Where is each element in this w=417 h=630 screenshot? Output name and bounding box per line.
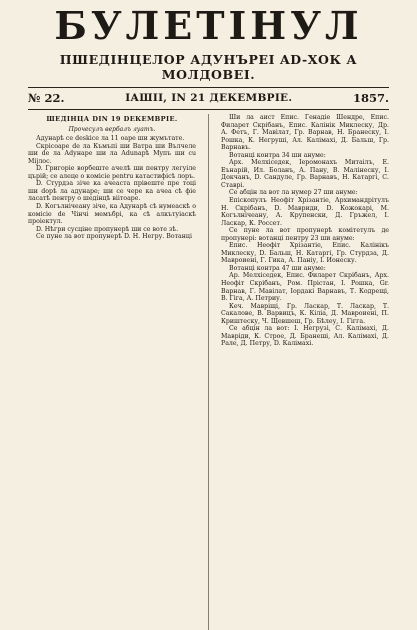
- article-columns: [28, 114, 389, 630]
- paragraph: D. Стурдза зiче ка ачеаста прiвеште пре тоцi ши dорѣ ла адунаре; ши се чере ка ачеа сѣ фiе ласатѣ пентру о шедiнцѣ вiiтоаре.: [28, 180, 197, 203]
- session-subheading: Прочесулъ вербалъ луатъ.: [68, 125, 156, 133]
- paragraph: Епис. Неофiт Хрiзантiе, Епис. Калiнiкъ Миклеску, D. Бальш, Н. Катаргi, Гр. Стурдза, Д. Мавроиенi, Г. Гика, А. Панiу, I. Ионеску.: [220, 242, 389, 265]
- paragraph: Скрiсоаре de ла Къмъпi ши Ватра ши Вълчеле ши de ла Аdунаре ши ла Аdunарѣ Мyпъ ши cu Мijлос.: [28, 142, 197, 165]
- paragraph: Кеч. Маврiщi, Гр. Ласкар, Т. Ласкар, Т. Сакалове, В. Варвицъ, К. Кiлiа, Д. Мавроиенi, П. Криштеску, Ч. Щевшеш, Гр. Бѣлеу, I. Гiгга.: [220, 302, 389, 325]
- paragraph: Епiскопулъ Неофiт Хрiзантiе, Архимандрiтулъ Н. Скрiбанъ, D. Мавриди, D. Кожокарi, М. Когълнiчеану, А. Крупенски, Д. Гръжел, I. Ласкар, К. Россет.: [220, 197, 389, 227]
- paragraph: Адунарѣ се deskiсе ла 11 оаре ши жумътате.: [36, 135, 185, 143]
- paragraph: D. Когълнiчеану зiче, ка Адунарѣ сѣ нумеаскѣ о комiсiе de Чiнчi мемъбрi, ка сѣ алкътуiаскѣ проiектул.: [28, 203, 197, 226]
- paragraph: Се пуне ла вот пропунерѣ D. Н. Негру. Вотанцi: [36, 233, 192, 241]
- paragraph: Се абцiн ла вот: I. Негрузi, С. Калiмахi, Д. Маврiди, К. Строе, Д. Бранешi, Ал. Калiмахi, Д. Рале, Д. Петру, D. Калiмахi.: [220, 325, 389, 348]
- paragraph: Ар. Мелхiседек, Епис. Филарет Скрiбанъ, Арх. Неофiт Скрiбанъ, Ром. Прiстан, I. Рошка, Gr. Варнав, Г. Мавiлат, Iордакi Варнавъ, Т. Кодрещi, В. Гiга, А. Петриу.: [220, 272, 389, 303]
- issue-number: № 22.: [28, 91, 65, 105]
- left-column: [28, 114, 196, 630]
- issue-year: 1857.: [352, 91, 389, 105]
- paragraph: Се пуне ла вот пропунерѣ комiтетулъ де пропунерi: вотанцi пентру 23 ши анумe:: [220, 227, 389, 242]
- paragraph: Ши ла аист Епис. Генадiе Шендрe, Епис. Филарет Скрiбанъ, Епис. Калiнiк Миклеску, Др. А. Фетъ, Г. Мавiлат, Гр. Варнав, Н. Бранеску, I. Рошка, К. Негрушi, Ал. Калiмахi, Д. Бальш, Гр. Варнавъ.: [220, 114, 389, 152]
- meta-rule: [28, 109, 389, 110]
- newspaper-title: БУЛЕТIНУЛ: [54, 3, 363, 48]
- paragraph: D. Григорie ворбеште ачелѣ ши пентру легуiле църiй; се алеце о комiсiе pentru катастифiсѣ лоръ.: [28, 165, 197, 180]
- paragraph: Вотанцi контра 47 ши анумe:: [228, 264, 326, 272]
- session-heading: ШЕДIНЦА DIN 19 DЕКЕМВРIЕ.: [46, 115, 178, 123]
- issue-date: IАШII, IN 21 ДЕКЕМВРIЕ.: [125, 92, 293, 104]
- newspaper-subtitle: ПШЕДIНЦЕЛОР АДУНЪРЕI AD-ХОК А МОЛДОВЕI.: [59, 52, 358, 82]
- paragraph: Вотанцi контра 34 ши анумe:: [228, 151, 326, 159]
- paragraph: D. Нѣгри сусцiне пропунерѣ ши се воте зѣ.: [36, 225, 179, 233]
- paragraph: Арх. Мелхiседек, Iеромонахъ Митаiлъ, Е. Еънарiй, Ил. Боланъ, А. Пану, В. Малiнеску, I. Докчанъ, D. Сандуле, Гр. Варнавъ, Н. Катаргi, С. Ставрi.: [220, 159, 389, 189]
- issue-meta: [28, 88, 389, 107]
- paragraph: Се абцiн ла вот ла нумер 27 ши анумe:: [228, 189, 358, 197]
- column-divider: [208, 114, 209, 630]
- right-column: [221, 114, 389, 630]
